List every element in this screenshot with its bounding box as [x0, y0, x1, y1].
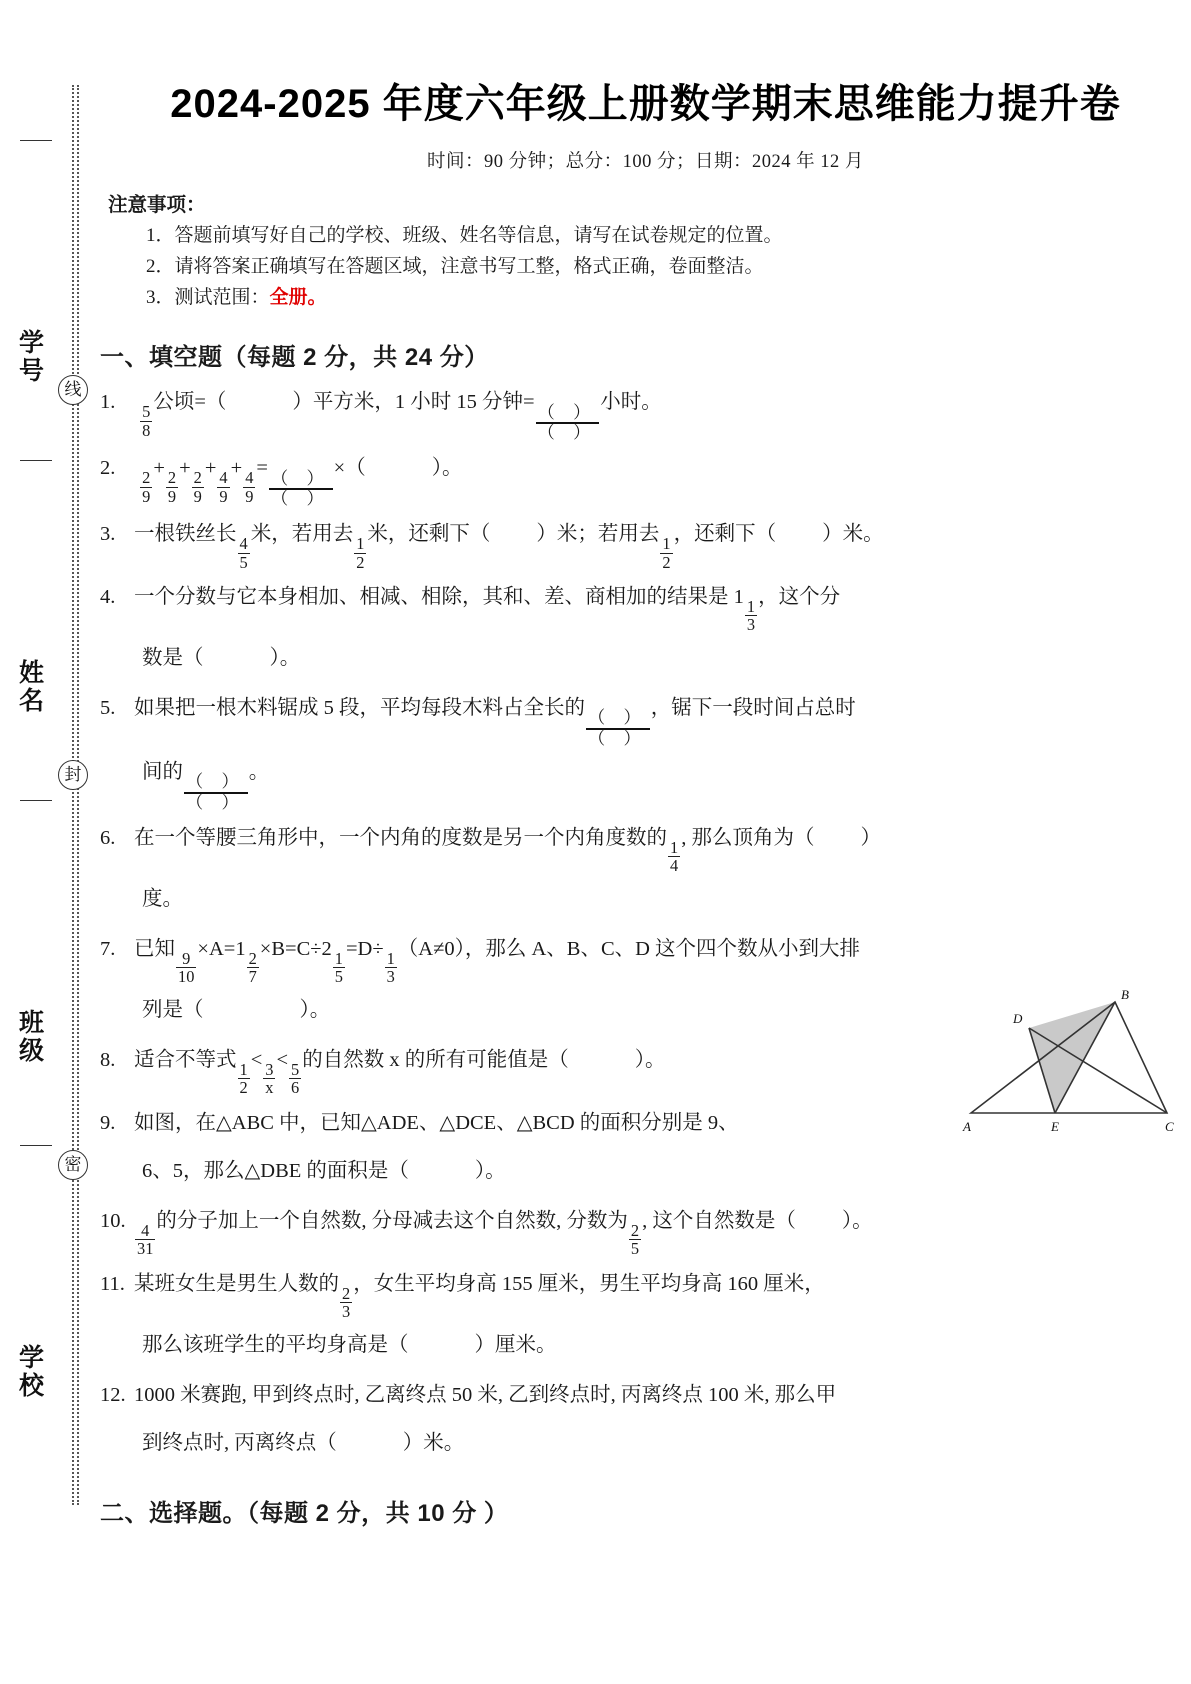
answer-blank-fraction[interactable] — [184, 773, 248, 812]
question-text: ） — [860, 826, 881, 849]
question-text-line2 — [142, 634, 1191, 682]
fraction-denominator: 2 — [239, 1078, 248, 1098]
question-text: 一根铁丝长 — [134, 523, 237, 546]
fraction-numerator: （ ） — [186, 772, 246, 792]
fraction-denominator: 5 — [334, 967, 343, 987]
fraction-denominator: 9 — [193, 486, 202, 506]
question-text: 米，还剩下（ — [367, 523, 491, 546]
fraction-1-over-4 — [668, 839, 680, 875]
fraction-denominator: （ ） — [186, 792, 246, 812]
question-number: 3. — [100, 523, 116, 546]
seal-mark-feng: 封 — [58, 760, 88, 790]
question-number: 5. — [100, 697, 116, 719]
seal-label-class-text: 班 级 — [18, 1010, 53, 1065]
exam-meta: 时间：90 分钟；总分：100 分；日期：2024 年 12 月 — [427, 152, 864, 172]
question-number: 7. — [100, 937, 116, 960]
fraction-term — [166, 469, 178, 505]
question-text: ×B=C÷2 — [259, 937, 332, 960]
question-text: ，锯下一段时间占总时 — [650, 697, 856, 719]
fraction-numerator: 3 — [265, 1059, 274, 1079]
question-text: 的自然数 x 的所有可能值是（ — [302, 1048, 569, 1071]
question-text: ）。 — [841, 1210, 873, 1233]
question-text: 那么该班学生的平均身高是（ — [142, 1333, 409, 1356]
fraction-term — [140, 469, 152, 505]
question-text: 如果把一根木料锯成 5 段，平均每段木料占全长的 — [134, 697, 585, 719]
fraction-numerator: 2 — [342, 1283, 351, 1303]
question-number: 9. — [100, 1111, 116, 1134]
question-text-line2 — [142, 1147, 1191, 1195]
notice-item-range-prefix: 3．测试范围： — [146, 286, 270, 308]
seal-label-student-id — [14, 330, 58, 386]
question-text-line2: 度。 — [142, 887, 183, 910]
seal-divider — [20, 460, 52, 461]
question-text: ×（ — [333, 457, 366, 480]
fraction-denominator: 2 — [662, 552, 671, 572]
fraction-denominator: 9 — [167, 486, 177, 506]
seal-divider — [20, 1145, 52, 1146]
fraction-numerator: （ ） — [588, 708, 648, 728]
fraction-denominator: 2 — [356, 552, 365, 572]
question-text: 。 — [248, 760, 270, 783]
fraction-numerator: 5 — [291, 1059, 300, 1079]
question-text: , 这个自然数是（ — [642, 1210, 796, 1233]
question-text: 6、5，那么△DBE 的面积是（ — [142, 1159, 409, 1182]
question-text: 数是（ — [142, 646, 204, 669]
question-text: ）。 — [634, 1048, 666, 1071]
question-text: ）。 — [299, 998, 331, 1021]
question-text: 一个分数与它本身相加、相减、相除，其和、差、商相加的结果是 1 — [134, 586, 744, 609]
question-4 — [100, 573, 1191, 682]
answer-blank-fraction[interactable] — [586, 709, 650, 748]
question-text: ，女生平均身高 155 厘米，男生平均身高 160 厘米， — [353, 1272, 825, 1295]
fraction-1-over-5 — [333, 950, 345, 986]
fraction-numerator: 2 — [142, 468, 151, 488]
fraction-denominator: （ ） — [588, 728, 648, 748]
seal-label-name — [14, 660, 58, 716]
answer-blank-fraction[interactable] — [536, 404, 600, 443]
fraction-4-over-31 — [135, 1222, 155, 1258]
seal-label-school — [14, 1345, 58, 1401]
question-text-line2 — [142, 1321, 1191, 1369]
seal-mark-xian: 线 — [58, 375, 88, 405]
fraction-denominator: 9 — [245, 486, 254, 506]
fraction-numerator: 1 — [386, 948, 395, 968]
fraction-denominator: （ ） — [270, 488, 331, 508]
notice-item: 1．答题前填写好自己的学校、班级、姓名等信息，请写在试卷规定的位置。 — [146, 225, 783, 246]
question-text-line2 — [142, 1419, 1191, 1467]
question-text: 列是（ — [142, 998, 204, 1021]
fraction-denominator: 9 — [142, 486, 151, 506]
seal-divider — [20, 800, 52, 801]
fraction-denominator: 7 — [248, 967, 257, 987]
fraction-numerator: 1 — [662, 534, 671, 554]
fraction-denominator: 5 — [630, 1239, 640, 1259]
fraction-numerator: 2 — [248, 948, 257, 968]
triangle-figure-abc — [955, 988, 1191, 1136]
less-than-sign: < — [276, 1048, 289, 1071]
question-3 — [100, 510, 1191, 571]
question-text: ）米。 — [822, 523, 884, 546]
question-text: ）。 — [269, 646, 301, 669]
vertex-label-a: A — [963, 1119, 971, 1134]
fraction-numerator: 1 — [356, 534, 365, 554]
fraction-denominator: （ ） — [537, 423, 598, 443]
seal-strip — [0, 0, 100, 1684]
vertex-label-d: D — [1013, 1011, 1023, 1026]
fraction-numerator: 4 — [219, 468, 228, 488]
fraction-denominator: 31 — [137, 1239, 154, 1259]
fraction-denominator: x — [265, 1078, 274, 1098]
fraction-numerator: 2 — [193, 468, 202, 488]
fraction-1-over-2 — [238, 1061, 250, 1097]
fraction-numerator: 9 — [182, 948, 191, 968]
question-12 — [100, 1371, 1191, 1467]
fraction-5-over-6 — [289, 1061, 301, 1097]
question-text: ）。 — [431, 457, 463, 480]
notice-item-range-value: 全册。 — [269, 286, 327, 308]
fraction-term — [217, 469, 229, 505]
fraction-term — [192, 469, 204, 505]
question-text: 公顷=（ — [153, 391, 227, 414]
question-text: 小时。 — [600, 391, 662, 414]
question-number: 2. — [100, 457, 116, 480]
seal-divider — [20, 140, 52, 141]
question-number: 6. — [100, 826, 116, 849]
fraction-denominator: 4 — [670, 856, 679, 876]
fraction-9-over-10 — [176, 950, 196, 986]
question-text-line2 — [142, 748, 1191, 812]
fraction-5-over-8 — [140, 403, 152, 439]
fraction-1-over-2 — [354, 535, 366, 571]
less-than-sign: < — [250, 1048, 263, 1071]
question-number: 4. — [100, 586, 116, 609]
question-text: 1000 米赛跑, 甲到终点时, 乙离终点 50 米, 乙到终点时, 丙离终点 100 米, 那么甲 — [134, 1383, 837, 1406]
notice-item-range — [146, 283, 1191, 314]
page-title: 2024-2025 年度六年级上册数学期末思维能力提升卷 — [170, 82, 1121, 126]
question-text: ，这个分 — [758, 586, 841, 609]
question-text: ）。 — [474, 1159, 506, 1182]
fraction-denominator: 3 — [342, 1302, 351, 1322]
question-number: 10. — [100, 1210, 126, 1233]
answer-blank-fraction[interactable] — [269, 470, 333, 509]
fraction-denominator: 10 — [178, 967, 195, 987]
question-number: 1. — [100, 391, 116, 414]
seal-label-name-text: 姓 名 — [18, 660, 53, 715]
fraction-1-over-3 — [745, 598, 757, 634]
section-heading-multiple-choice: 二、选择题。（每题 2 分，共 10 分 ） — [100, 1500, 509, 1528]
fraction-numerator: （ ） — [537, 402, 598, 422]
fraction-1-over-2 — [660, 535, 672, 571]
fraction-denominator: 5 — [239, 552, 248, 572]
fraction-2-over-3 — [340, 1285, 352, 1321]
fraction-term — [243, 469, 255, 505]
seal-dotted-line-inner — [77, 85, 79, 1505]
fraction-1-over-3 — [385, 950, 397, 986]
question-number: 12. — [100, 1383, 126, 1406]
fraction-numerator: 2 — [630, 1221, 640, 1241]
question-text: =D÷ — [345, 937, 384, 960]
question-text: 适合不等式 — [134, 1048, 237, 1071]
fraction-numerator: 4 — [239, 534, 248, 554]
question-text: ）米；若用去 — [536, 523, 660, 546]
fraction-numerator: （ ） — [270, 468, 331, 488]
question-text: ）平方米，1 小时 15 分钟= — [292, 391, 535, 414]
question-11 — [100, 1260, 1191, 1369]
fraction-denominator: 3 — [386, 967, 395, 987]
question-text: 的分子加上一个自然数, 分母减去这个自然数, 分数为 — [156, 1210, 628, 1233]
seal-label-class — [14, 1010, 58, 1066]
question-2: 2. $\frac{2}{9}$ + $\frac{2}{9}$ + $\frac{2}{9}$ + $\frac{4}{9}$ + $\frac{4}{9}$ = $\frac{( )}{( )}$ ×（ ）。 — [100, 444, 1191, 508]
exam-page — [100, 0, 1191, 1684]
seal-mark-mi: 密 — [58, 1150, 88, 1180]
vertex-label-b: B — [1121, 988, 1129, 1002]
seal-label-school-text: 学 校 — [18, 1345, 53, 1400]
vertex-label-c: C — [1165, 1119, 1174, 1134]
question-text: 已知 — [134, 937, 175, 960]
fraction-numerator: 2 — [167, 468, 177, 488]
fraction-3-over-x — [263, 1061, 275, 1097]
fraction-denominator: 9 — [219, 486, 228, 506]
question-text: , 那么顶角为（ — [681, 826, 815, 849]
question-text: 某班女生是男生人数的 — [134, 1272, 339, 1295]
fraction-numerator: 4 — [141, 1221, 150, 1241]
fraction-numerator: 1 — [239, 1059, 248, 1079]
question-10 — [100, 1197, 1191, 1258]
fraction-numerator: 1 — [746, 597, 756, 617]
question-5 — [100, 684, 1191, 812]
fraction-2-over-5 — [629, 1222, 641, 1258]
section-heading-fill-blank: 一、填空题（每题 2 分，共 24 分） — [100, 344, 489, 372]
fraction-denominator: 8 — [142, 420, 151, 440]
question-text: 到终点时, 丙离终点（ — [142, 1431, 337, 1454]
question-text: 如图，在△ABC 中，已知△ADE、△DCE、△BCD 的面积分别是 9、 — [134, 1111, 739, 1134]
fraction-numerator: 5 — [142, 402, 151, 422]
fraction-2-over-7 — [247, 950, 259, 986]
question-6 — [100, 814, 1191, 923]
fraction-denominator: 3 — [746, 615, 756, 635]
fraction-numerator: 1 — [334, 948, 343, 968]
fraction-4-over-5 — [238, 535, 250, 571]
notice-title: 注意事项： — [108, 195, 206, 216]
notice-block — [108, 189, 1191, 313]
vertex-label-e: E — [1051, 1119, 1059, 1134]
fraction-denominator: 6 — [291, 1078, 300, 1098]
question-text: ）米。 — [402, 1431, 465, 1454]
fraction-numerator: 1 — [670, 837, 679, 857]
question-text: （A≠0），那么 A、B、C、D 这个四个数从小到大排 — [397, 937, 861, 960]
question-1 — [100, 378, 1191, 442]
notice-item: 2．请将答案正确填写在答题区域，注意书写工整，格式正确，卷面整洁。 — [146, 255, 764, 277]
seal-dotted-line-outer — [72, 85, 74, 1505]
question-text: ，还剩下（ — [673, 523, 777, 546]
question-text: 间的 — [142, 760, 183, 783]
question-number: 8. — [100, 1048, 116, 1071]
question-text: 在一个等腰三角形中，一个内角的度数是另一个内角度数的 — [134, 826, 667, 849]
question-text: ×A=1 — [197, 937, 246, 960]
fraction-numerator: 4 — [245, 468, 254, 488]
question-text: ）厘米。 — [474, 1333, 557, 1356]
question-number: 11. — [100, 1272, 125, 1295]
equals-sign: = — [256, 457, 268, 480]
seal-label-student-id-text: 学 号 — [18, 330, 53, 385]
question-text: 米，若用去 — [250, 523, 354, 546]
